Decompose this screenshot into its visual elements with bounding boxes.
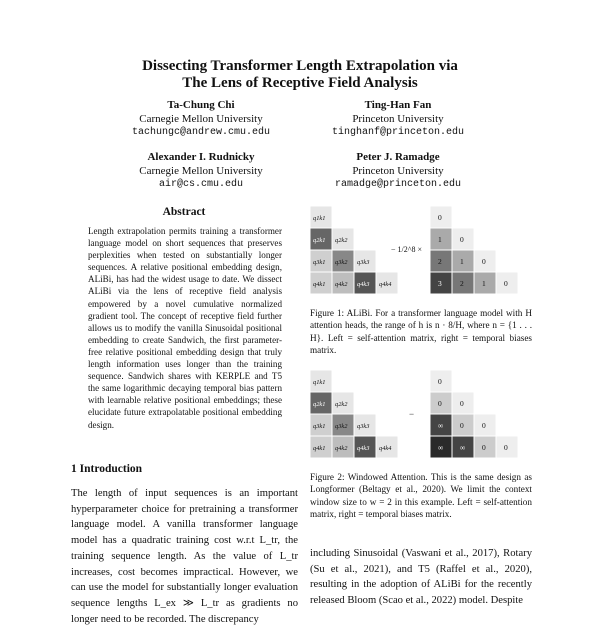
attention-cell-label: q4k2 [335, 281, 348, 288]
author-affiliation: Princeton University [352, 164, 444, 177]
author-affiliation: Carnegie Mellon University [139, 164, 263, 177]
figure-2-caption: Figure 2: Windowed Attention. This is the same design as Longformer (Beltagy et al., 2020). We limit the context window size to w = 2 in this example. Left = self-attention matrix, right = temporal biases matrix. [310, 472, 532, 519]
bias-value: 0 [504, 443, 508, 452]
bias-value: 0 [460, 421, 464, 430]
paper-title [0, 58, 600, 92]
bias-value: 0 [438, 377, 442, 386]
attention-cell-label: q1k1 [313, 379, 326, 386]
fig2-operator: − [409, 409, 415, 419]
author-email: tinghanf@princeton.edu [331, 127, 465, 138]
attention-cell-label: q2k1 [313, 237, 326, 244]
author-email: tachungc@andrew.cmu.edu [131, 127, 271, 138]
author-affiliation: Princeton University [352, 112, 444, 125]
bias-value: ∞ [438, 421, 444, 430]
attention-cell-label: q3k1 [313, 423, 326, 430]
bias-value: 1 [438, 235, 442, 244]
attention-cell-label: q4k3 [357, 281, 370, 288]
attention-cell-label: q4k1 [313, 445, 326, 452]
abstract-heading: Abstract [162, 206, 206, 218]
bias-value: 0 [460, 235, 464, 244]
intro-paragraph: The length of input sequences is an important hyperparameter choice for pretraining a transformer language model. A vanilla transformer language model has a quadratic training cost w.r.t L_tr, the training sequence length. As the value of L_tr increases, cost becomes impractical. However, we can use the model for substantially longer evaluation sequence lengths L_ex ≫ L_tr as gradients no longer need to be recorded. The discrepancy [71, 488, 298, 625]
bias-value: 0 [438, 213, 442, 222]
bias-value: 0 [482, 443, 486, 452]
title-line-2: The Lens of Receptive Field Analysis [182, 75, 418, 91]
bias-value: 0 [438, 399, 442, 408]
attention-cell-label: q3k2 [335, 259, 348, 266]
author-affiliation: Carnegie Mellon University [139, 112, 263, 125]
attention-cell-label: q2k1 [313, 401, 326, 408]
title-line-1: Dissecting Transformer Length Extrapolation via [142, 58, 458, 74]
attention-cell-label: q3k3 [357, 259, 370, 266]
bias-value: ∞ [460, 443, 466, 452]
bias-value: ∞ [438, 443, 444, 452]
bias-value: 2 [460, 279, 464, 288]
attention-cell-label: q1k1 [313, 215, 326, 222]
fig1-operator: − 1/2^8 × [391, 245, 422, 254]
attention-cell-label: q2k2 [335, 401, 348, 408]
section-heading: 1 Introduction [71, 463, 143, 475]
attention-cell-label: q3k3 [357, 423, 370, 430]
attention-cell-label: q4k3 [357, 445, 370, 452]
bias-value: 0 [460, 399, 464, 408]
author-name: Alexander I. Rudnicky [147, 151, 255, 163]
figure-2-diagram [308, 368, 533, 464]
author-block [298, 151, 498, 192]
bias-value: 2 [438, 257, 442, 266]
author-block [101, 151, 301, 192]
bias-value: 3 [438, 279, 442, 288]
abstract-text: Length extrapolation permits training a transformer language model on short sequences that preserves perplexities when tested on substantially longer sequences. A relative positional embedding design, ALiBi, has had the widest usage to date. We dissect ALiBi via the lens of receptive field analysis empowered by a novel cumulative normalized gradient tool. The concept of receptive field further allows us to modify the vanilla Sinusoidal positional embedding to create Sandwich, the first parameter-free relative positional embedding design that truly length information uses longer than the training sequence. Sandwich shares with KERPLE and T5 the same logarithmic decaying temporal bias pattern with learnable relative positional embeddings; these elucidate future extrapolatable positional embedding design. [88, 226, 282, 430]
author-name: Ting-Han Fan [364, 99, 432, 111]
bias-value: 0 [482, 421, 486, 430]
bias-value: 0 [504, 279, 508, 288]
body-paragraph: including Sinusoidal (Vaswani et al., 2017), Rotary (Su et al., 2021), and T5 (Raffel et al., 2020), resulting in the adoption of ALiBi for the recently released Bloom (Scao et al., 2022) model. Despite [310, 548, 532, 607]
attention-cell-label: q3k2 [335, 423, 348, 430]
author-email: air@cs.cmu.edu [158, 179, 243, 190]
author-email: ramadge@princeton.edu [334, 179, 462, 190]
attention-cell-label: q4k2 [335, 445, 348, 452]
author-block [101, 99, 301, 140]
author-block [298, 99, 498, 140]
attention-cell-label: q2k2 [335, 237, 348, 244]
author-name: Ta-Chung Chi [167, 99, 235, 111]
attention-cell-label: q4k4 [379, 445, 392, 452]
figure-1-caption: Figure 1: ALiBi. For a transformer language model with H attention heads, the range of h is n · 8/H, where n = {1 . . . H}. Left = self-attention matrix, right = temporal biases matrix. [310, 308, 532, 355]
attention-cell-label: q3k1 [313, 259, 326, 266]
attention-cell-label: q4k1 [313, 281, 326, 288]
attention-cell-label: q4k4 [379, 281, 392, 288]
author-name: Peter J. Ramadge [356, 151, 440, 163]
bias-value: 1 [482, 279, 486, 288]
bias-value: 1 [460, 257, 464, 266]
bias-value: 0 [482, 257, 486, 266]
